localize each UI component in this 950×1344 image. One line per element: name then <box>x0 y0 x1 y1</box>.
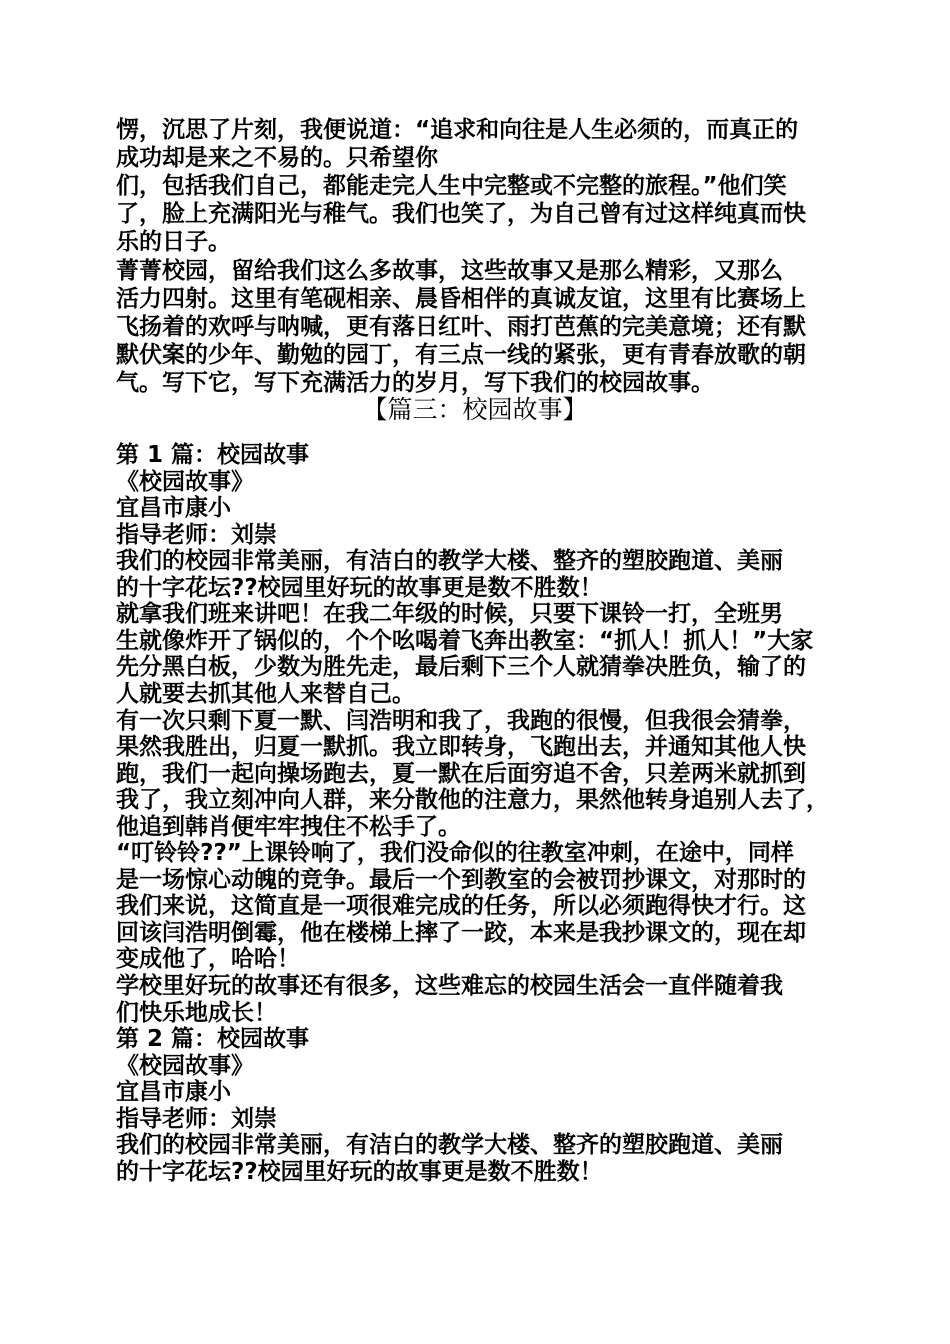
section-title: 【篇三：校园故事】 <box>362 395 588 424</box>
body-text-line: “叮铃铃??”上课铃响了，我们没命似的往教室冲刺，在途中，同样 <box>116 840 794 867</box>
body-text-line: 他追到韩肖便牢牢拽住不松手了。 <box>116 813 461 840</box>
body-text-line: 了，脸上充满阳光与稚气。我们也笑了，为自己曾有过这样纯真而快 <box>116 201 806 228</box>
body-text-line: 学校里好玩的故事还有很多，这些难忘的校园生活会一直伴随着我 <box>116 973 783 999</box>
body-text-line: 气。写下它，写下充满活力的岁月，写下我们的校园故事。 <box>116 369 714 396</box>
body-text-line: 变成他了，哈哈！ <box>116 946 300 973</box>
body-text-line: 宜昌市康小 <box>116 495 231 522</box>
body-text-line: 第 2 篇：校园故事 <box>116 1026 310 1053</box>
body-text-line: 活力四射。这里有笔砚相亲、晨昏相伴的真诚友谊，这里有比赛场上 <box>116 285 806 312</box>
body-text-line: 们快乐地成长！ <box>116 999 277 1026</box>
body-text-line: 有一次只剩下夏一默、闫浩明和我了，我跑的很慢，但我很会猜拳， <box>116 707 806 734</box>
body-text-line: 愣，沉思了片刻，我便说道：“追求和向往是人生必须的，而真正的 <box>116 117 799 143</box>
body-text-line: 我们的校园非常美丽，有洁白的教学大楼、整齐的塑胶跑道、美丽 <box>116 548 783 575</box>
body-text-line: 默伏案的少年、勤勉的园丁，有三点一线的紧张，更有青春放歌的朝 <box>116 341 806 368</box>
body-text-line: 我了，我立刻冲向人群，来分散他的注意力，果然他转身追别人去了， <box>116 787 829 814</box>
body-text-line: 指导老师：刘崇 <box>116 521 277 548</box>
body-text-line: 第 1 篇：校园故事 <box>116 442 310 468</box>
body-text-line: 人就要去抓其他人来替自己。 <box>116 680 415 707</box>
body-text-line: 飞扬着的欢呼与呐喊，更有落日红叶、雨打芭蕉的完美意境；还有默 <box>116 313 806 340</box>
body-text-line: 就拿我们班来讲吧！在我二年级的时候，只要下课铃一打，全班男 <box>116 601 783 628</box>
body-text-line: 们，包括我们自己，都能走完人生中完整或不完整的旅程。”他们笑 <box>116 173 787 200</box>
body-text-line: 菁菁校园，留给我们这么多故事，这些故事又是那么精彩，又那么 <box>116 257 783 284</box>
body-text-line: 回该闫浩明倒霉，他在楼梯上摔了一跤，本来是我抄课文的，现在却 <box>116 919 806 946</box>
body-text-line: 先分黑白板，少数为胜先走，最后剩下三个人就猜拳决胜负，输了的 <box>116 654 806 681</box>
body-text-line: 宜昌市康小 <box>116 1079 231 1106</box>
body-text-line: 我们的校园非常美丽，有洁白的教学大楼、整齐的塑胶跑道、美丽 <box>116 1132 783 1159</box>
body-text-line: 乐的日子。 <box>116 229 231 256</box>
body-text-line: 《校园故事》 <box>116 468 254 495</box>
body-text-line: 我们来说，这简直是一项很难完成的任务，所以必须跑得快才行。这 <box>116 893 806 920</box>
body-text-line: 的十字花坛??校园里好玩的故事更是数不胜数！ <box>116 574 603 601</box>
body-text-line: 指导老师：刘崇 <box>116 1105 277 1132</box>
body-text-line: 是一场惊心动魄的竞争。最后一个到教室的会被罚抄课文，对那时的 <box>116 866 806 893</box>
body-text-line: 跑，我们一起向操场跑去，夏一默在后面穷追不舍，只差两米就抓到 <box>116 760 806 787</box>
body-text-line: 生就像炸开了锅似的，个个吆喝着飞奔出教室：“抓人！抓人！”大家 <box>116 627 814 654</box>
body-text-line: 的十字花坛??校园里好玩的故事更是数不胜数！ <box>116 1158 603 1185</box>
body-text-line: 《校园故事》 <box>116 1052 254 1079</box>
body-text-line: 成功却是来之不易的。只希望你 <box>116 145 438 172</box>
body-text-line: 果然我胜出，归夏一默抓。我立即转身，飞跑出去，并通知其他人快 <box>116 734 806 761</box>
